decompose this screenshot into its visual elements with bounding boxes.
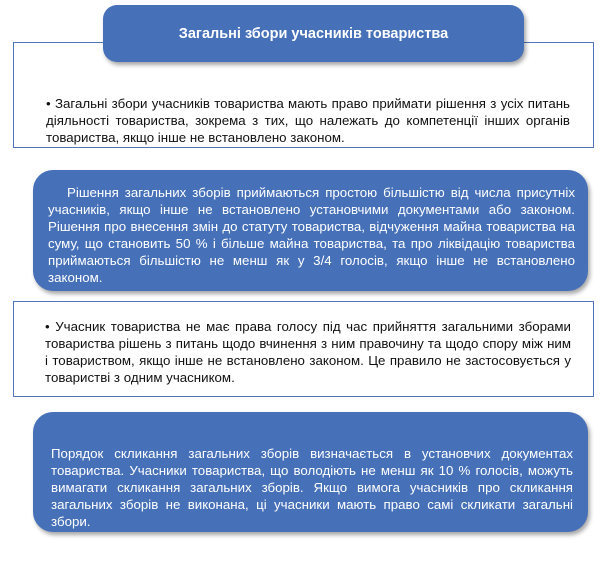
- bullet-icon: •: [46, 96, 51, 111]
- page-title: Загальні збори учасників товариства: [178, 25, 449, 42]
- rights-text: [46, 95, 570, 146]
- bullet-icon: •: [45, 319, 50, 334]
- rights-text-content: Загальні збори учасників товариства мають право приймати рішення з усіх питань діяльності товариства, зокрема з тих, що належать до компетенції інших органів товариства, якщо інше не встановлено законом.: [46, 96, 570, 145]
- title-box: [103, 5, 524, 62]
- decisions-text: Рішення загальних зборів приймаються простою більшістю від числа присутніх учасників, якщо інше не встановлено установчими документами або законом. Рішення про внесення змін до статуту товариства, відчуження майна товариства на суму, що становить 50 % і більше майна товариства, та про ліквідацію товариства приймаються більшістю не менш як у 3/4 голосів, якщо інше не встановлено законом.: [48, 185, 575, 285]
- voting-text-content: Учасник товариства не має права голосу під час прийняття загальними зборами товариства рішень з питань щодо вчинення з ним правочину та щодо спору між ним і товариством, якщо інше не встановлено законом. Це правило не застосовується у товаристві з одним учасником.: [45, 319, 571, 385]
- voting-text: [45, 318, 571, 386]
- convocation-text: Порядок скликання загальних зборів визначається в установчих документах товариства. Учасники товариства, що володіють не менш як 10 % голосів, можуть вимагати скликання загальних зборів. Якщо вимога учасників про скликання загальних зборів не виконана, ці учасники мають право самі скликати загальні збори.: [51, 446, 573, 529]
